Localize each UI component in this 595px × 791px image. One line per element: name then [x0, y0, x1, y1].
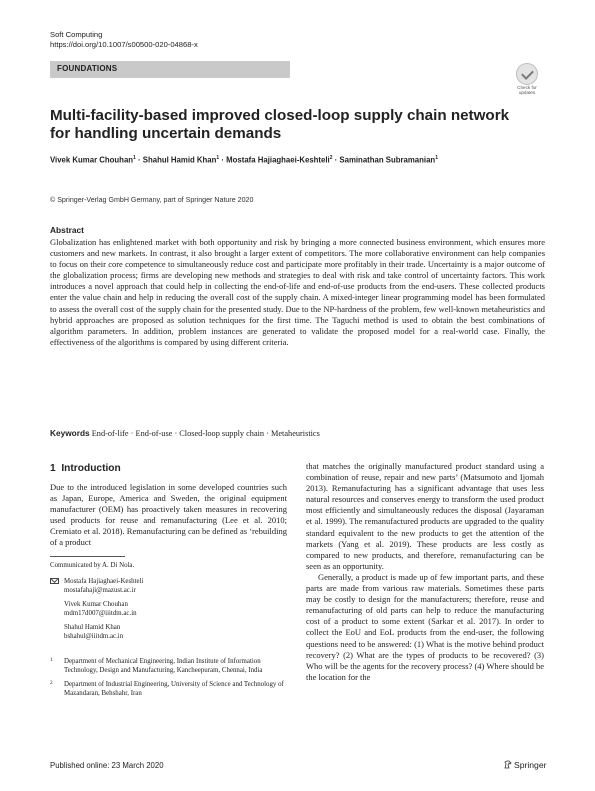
check-for-updates-badge[interactable] [511, 63, 543, 99]
affiliation [50, 657, 287, 675]
affiliation-list [50, 657, 287, 703]
author-name[interactable]: Mostafa Hajiaghaei-Keshteli [226, 155, 330, 165]
communicated-by: Communicated by A. Di Nola. [50, 562, 135, 569]
author-separator: · [135, 155, 143, 165]
affiliation-text: Department of Industrial Engineering, University of Science and Technology of Mazandaran, Behshahr, Iran [64, 681, 284, 697]
affiliation-text: Department of Mechanical Engineering, Indian Institute of Information Technology, Design and Manufacturing, Kancheepuram, Chennai, India [64, 658, 263, 674]
publisher-logo [504, 760, 546, 770]
contact-name: Shahul Hamid Khan [64, 624, 121, 631]
doi-link[interactable]: https://doi.org/10.1007/s00500-020-04868-x [50, 40, 198, 49]
section-banner-label: FOUNDATIONS [57, 64, 118, 73]
keywords [50, 428, 320, 438]
publisher-name: Springer [514, 760, 547, 770]
contact-name: Vivek Kumar Chouhan [64, 601, 128, 608]
keywords-list: End-of-life · End-of-use · Closed-loop supply chain · Metaheuristics [91, 429, 320, 438]
author-name[interactable]: Vivek Kumar Chouhan [50, 155, 134, 165]
right-column [306, 461, 544, 683]
copyright-notice: © Springer-Verlag GmbH Germany, part of Springer Nature 2020 [50, 196, 254, 204]
author-name[interactable]: Saminathan Subramanian [339, 155, 436, 165]
left-column [50, 482, 287, 549]
published-date: Published online: 23 March 2020 [50, 761, 164, 770]
check-updates-line1: Check for [517, 85, 537, 90]
author-affiliation-ref: 1 [435, 155, 438, 161]
paragraph: that matches the originally manufactured product standard using a combination of reuse, repair and new parts’ (Matsumoto and Ijomah 2013). Remanufacturing has a significant advantage that uses less natural resources and conserves energy to transform the used product most efficiently and simultaneously reduces the disposal (Jayaraman et al. 1999). The remanufactured products are upgraded to the quality standard equivalent to the new products to get the attention of the markets (Yang et al. 2019). These products are less costly as compared to new products, and therefore, remanufacturing can be seen as an opportunity. [306, 461, 544, 571]
author-affiliation-ref: 1 [216, 155, 220, 161]
affiliation-number: 2 [50, 680, 53, 686]
contact-name: Mostafa Hajiaghaei-Keshteli [64, 578, 144, 585]
author-affiliation-ref: 2 [329, 155, 333, 161]
check-updates-line2: updates [518, 90, 536, 96]
contact-entry [50, 600, 287, 618]
author-name[interactable]: Shahul Hamid Khan [142, 155, 217, 165]
envelope-icon[interactable] [50, 578, 59, 584]
contact-email[interactable]: mdm17d007@iiitdm.ac.in [64, 610, 137, 617]
abstract-heading: Abstract [50, 225, 84, 235]
paper-title: Multi-facility-based improved closed-loop supply chain network for handling uncertain demands [50, 107, 510, 142]
keywords-label: Keywords [50, 428, 90, 438]
affiliation [50, 680, 287, 698]
section-heading [50, 463, 121, 474]
footnote-divider [50, 556, 125, 557]
contact-email[interactable]: bshahul@iiitdm.ac.in [64, 633, 124, 640]
paragraph: Due to the introduced legislation in some developed countries such as Japan, Europe, America and Sweden, the original equipment manufacturer (OEM) has proactively taken measures in recovering used products for reuse and remanufacturing (Lee et al. 2010; Cremiato et al. 2018). Remanufacturing can be defined as ‘rebuilding of a product [50, 482, 287, 548]
section-banner [50, 61, 290, 78]
journal-header [50, 30, 198, 50]
author-separator: · [332, 155, 340, 165]
journal-name: Soft Computing [50, 30, 103, 39]
section-number: 1 [50, 463, 56, 474]
section-title: Introduction [61, 463, 121, 474]
author-separator: · [219, 155, 227, 165]
author-list [50, 155, 550, 165]
author-affiliation-ref: 1 [133, 155, 136, 161]
contact-entry [50, 577, 287, 595]
contact-entry [50, 623, 287, 641]
paragraph: Generally, a product is made up of few important parts, and these parts are made from various raw materials. Sometimes these parts may be costly to design for the manufacturers; therefore, reuse and remanufacturing of old parts can help to reduce the manufacturing cost of a product to some extent (Sarkar et al. 2017). In order to collect the EoU and EoL products from the end-user, the following questions need to be answered: (1) What is the motive behind product recovery? (2) What are the types of products to be recovered? (3) Who will be the agents for the recovery process? (4) Where should be the location for the [306, 571, 544, 682]
check-icon [516, 63, 538, 85]
contact-email[interactable]: mostafahaji@mazust.ac.ir [64, 587, 136, 594]
contact-list [50, 577, 287, 646]
springer-horse-icon [504, 760, 512, 769]
affiliation-number: 1 [50, 657, 53, 663]
abstract-text: Globalization has enlightened market with both opportunity and risk by bringing a more connected business environment, which ensures more customers and new markets. In contrast, it also brought a larger extent of competitors. The more collaborative environment can help companies to focus on their core competence to simultaneously reduce cost and participate more profitably in their trade. Uncertainty is a major outcome of the globalization process; firms are developing new methods and strategies to deal with risk and take control of uncertainty factors. This work introduces a novel approach that could help in collecting the end-of-life and end-of-use products from the end-users. These collected products enter the value chain and help in reducing the overall cost of the supply chain. A mixed-integer linear programming model has been formulated to assess the overall cost of the supply chain for the presented study. Due to the NP-hardness of the problem, few well-known metaheuristics and hybrid approaches are proposed as solution techniques for the first time. The Taguchi method is used to obtain the best combinations of algorithm parameters. In addition, problem instances are generated to validate the proposed model for a real-world case. Finally, the effectiveness of the algorithms is compared by using different criteria. [50, 237, 545, 347]
